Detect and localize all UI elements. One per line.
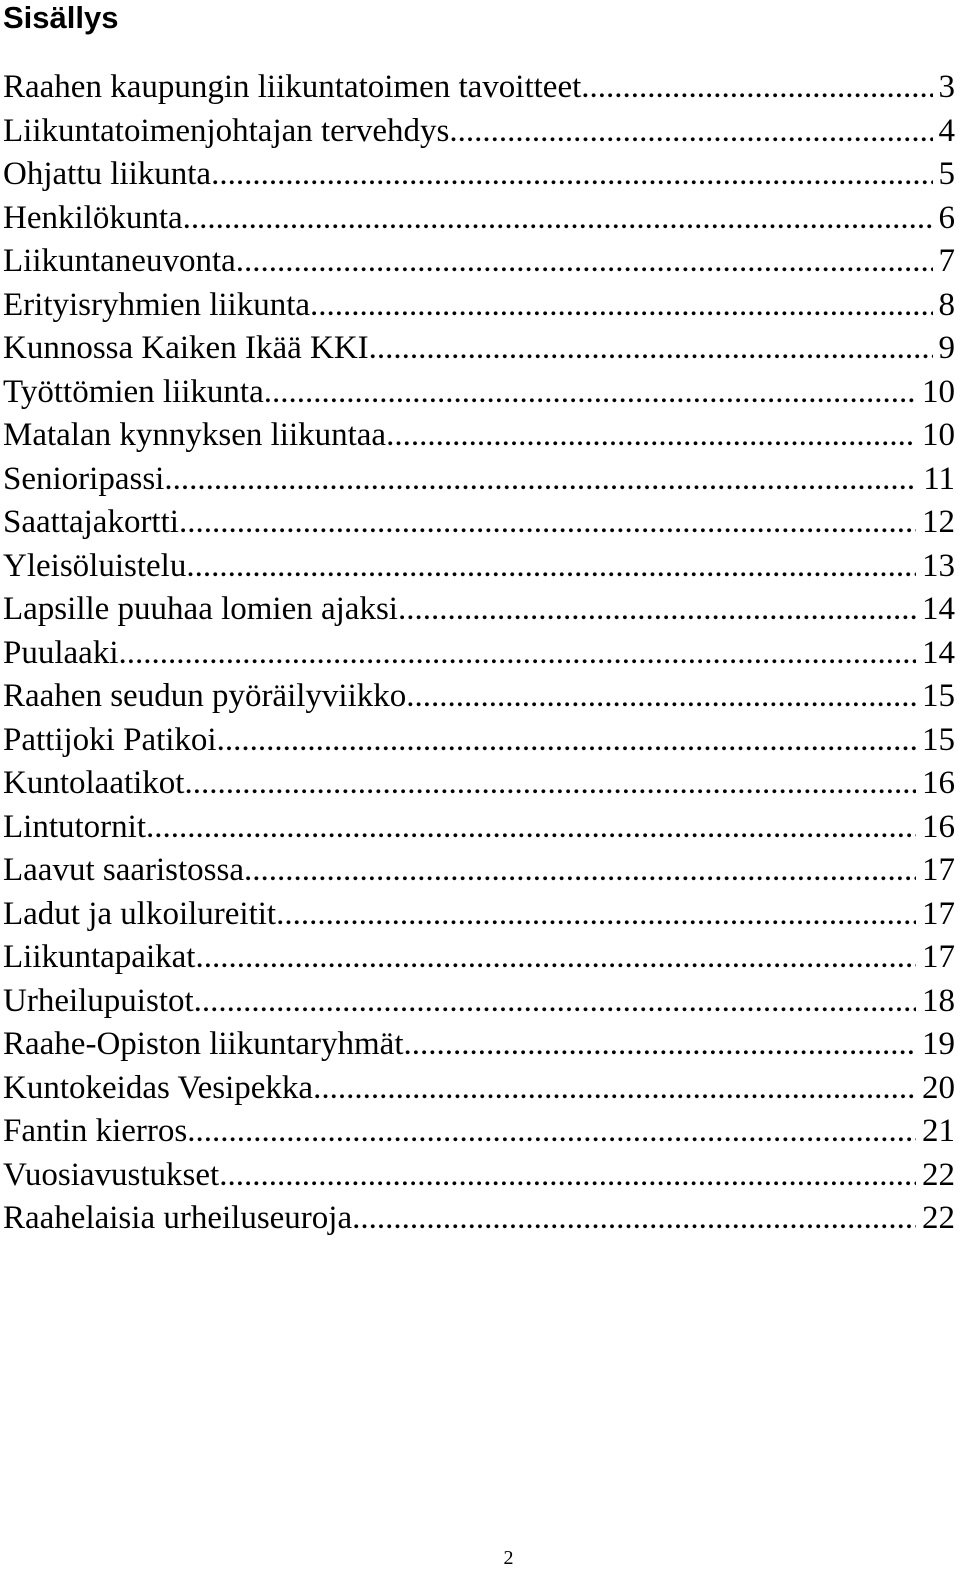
toc-entry-title: Senioripassi: [3, 460, 165, 497]
toc-entry[interactable]: [3, 545, 955, 589]
toc-leader: [404, 1023, 917, 1067]
toc-entry-page: 20: [922, 1069, 955, 1106]
toc-entry-title: Liikuntatoimenjohtajan tervehdys: [3, 112, 450, 149]
toc-entry[interactable]: [3, 1023, 955, 1067]
toc-entry[interactable]: [3, 1067, 955, 1111]
toc-entry[interactable]: [3, 893, 955, 937]
toc-entry-title: Vuosiavustukset: [3, 1156, 220, 1193]
toc-entry-title: Ladut ja ulkoilureitit: [3, 895, 277, 932]
toc-entry-title: Raahe-Opiston liikuntaryhmät: [3, 1026, 404, 1062]
toc-entry-title: Henkilökunta: [3, 199, 183, 236]
toc-leader: [184, 762, 916, 806]
toc-leader: [310, 284, 932, 328]
toc-leader: [276, 893, 916, 937]
toc-entry-page: 14: [922, 634, 955, 671]
toc-entry[interactable]: [3, 632, 955, 676]
toc-entry[interactable]: [3, 675, 955, 719]
toc-entry-page: 8: [938, 286, 955, 323]
toc-entry[interactable]: [3, 762, 955, 806]
toc-entry-page: 11: [923, 460, 955, 497]
toc-entry-page: 16: [922, 808, 955, 845]
toc-entry[interactable]: [3, 153, 955, 197]
toc-entry-title: Matalan kynnyksen liikuntaa: [3, 417, 387, 453]
toc-leader: [406, 675, 916, 719]
toc-entry-title: Kunnossa Kaiken Ikää KKI: [3, 330, 369, 366]
toc-leader: [179, 501, 916, 545]
toc-entry[interactable]: [3, 414, 955, 458]
toc-leader: [449, 110, 932, 154]
toc-entry-title: Fantin kierros: [3, 1113, 188, 1149]
toc-entry-page: 18: [922, 982, 955, 1019]
toc-entry-page: 15: [922, 678, 955, 714]
toc-entry[interactable]: [3, 284, 955, 328]
toc-entry[interactable]: [3, 197, 955, 241]
toc-entry-title: Saattajakortti: [3, 504, 179, 540]
toc-entry[interactable]: [3, 458, 955, 502]
toc-entry[interactable]: [3, 806, 955, 850]
toc-leader: [118, 632, 916, 676]
toc-leader: [386, 414, 916, 458]
toc-entry-page: 22: [922, 1200, 955, 1236]
toc-entry[interactable]: [3, 501, 955, 545]
toc-leader: [236, 240, 933, 284]
toc-entry[interactable]: [3, 936, 955, 980]
toc-entry-title: Laavut saaristossa: [3, 852, 245, 888]
toc-entry[interactable]: [3, 1154, 955, 1198]
toc-entry-page: 16: [922, 765, 955, 801]
toc-entry[interactable]: [3, 849, 955, 893]
toc-entry[interactable]: [3, 588, 955, 632]
toc-leader: [398, 588, 916, 632]
toc-entry-title: Raahen kaupungin liikuntatoimen tavoitteet: [3, 69, 582, 105]
toc-entry-page: 4: [938, 112, 955, 149]
toc-entry-title: Liikuntapaikat: [3, 939, 196, 975]
toc-leader: [186, 545, 916, 589]
toc-leader: [352, 1197, 916, 1241]
toc-leader: [211, 153, 932, 197]
toc-leader: [183, 197, 933, 241]
page-title: Sisällys: [3, 0, 119, 35]
toc-entry-page: 15: [922, 721, 955, 758]
toc-entry-page: 14: [922, 591, 955, 627]
toc-entry-title: Yleisöluistelu: [3, 547, 187, 584]
toc-entry-page: 5: [938, 156, 955, 192]
toc-entry-page: 21: [922, 1113, 955, 1149]
toc-entry[interactable]: [3, 1110, 955, 1154]
toc-entry-title: Raahen seudun pyöräilyviikko: [3, 678, 407, 714]
toc-entry-title: Raahelaisia urheiluseuroja: [3, 1200, 353, 1236]
toc-entry-title: Työttömien liikunta: [3, 373, 264, 410]
toc-entry-title: Erityisryhmien liikunta: [3, 286, 311, 323]
table-of-contents: [3, 66, 955, 1241]
toc-entry-page: 17: [922, 895, 955, 932]
toc-entry-title: Kuntokeidas Vesipekka: [3, 1069, 314, 1106]
toc-leader: [217, 719, 916, 763]
page-number: 2: [503, 1547, 514, 1569]
toc-entry-title: Puulaaki: [3, 634, 119, 671]
toc-entry[interactable]: [3, 980, 955, 1024]
toc-entry-title: Ohjattu liikunta: [3, 156, 212, 192]
toc-entry-title: Pattijoki Patikoi: [3, 721, 217, 758]
toc-entry-title: Urheilupuistot: [3, 982, 194, 1019]
toc-entry-page: 12: [922, 504, 955, 540]
toc-entry-page: 3: [938, 69, 955, 105]
toc-entry-page: 19: [922, 1026, 955, 1062]
toc-entry-title: Kuntolaatikot: [3, 765, 185, 801]
toc-leader: [219, 1154, 916, 1198]
toc-leader: [581, 66, 932, 110]
toc-entry-page: 6: [938, 199, 955, 236]
toc-entry[interactable]: [3, 371, 955, 415]
toc-entry-title: Liikuntaneuvonta: [3, 243, 236, 279]
toc-entry[interactable]: [3, 719, 955, 763]
toc-leader: [369, 327, 933, 371]
toc-entry[interactable]: [3, 1197, 955, 1241]
toc-entry-page: 17: [922, 939, 955, 975]
toc-entry[interactable]: [3, 110, 955, 154]
toc-entry-page: 22: [922, 1156, 955, 1193]
toc-entry-page: 10: [922, 417, 955, 453]
toc-entry[interactable]: [3, 66, 955, 110]
toc-entry-title: Lapsille puuhaa lomien ajaksi: [3, 591, 398, 627]
toc-leader: [313, 1067, 916, 1111]
toc-entry-page: 7: [938, 243, 955, 279]
toc-leader: [244, 849, 916, 893]
toc-entry-page: 17: [922, 852, 955, 888]
toc-leader: [187, 1110, 916, 1154]
toc-leader: [164, 458, 917, 502]
toc-entry-page: 13: [922, 547, 955, 584]
toc-entry[interactable]: [3, 240, 955, 284]
toc-leader: [264, 371, 916, 415]
toc-entry-page: 9: [938, 330, 955, 366]
toc-leader: [194, 980, 916, 1024]
toc-leader: [195, 936, 916, 980]
toc-entry-page: 10: [922, 373, 955, 410]
toc-entry[interactable]: [3, 327, 955, 371]
toc-entry-title: Lintutornit: [3, 808, 146, 845]
toc-leader: [146, 806, 916, 850]
